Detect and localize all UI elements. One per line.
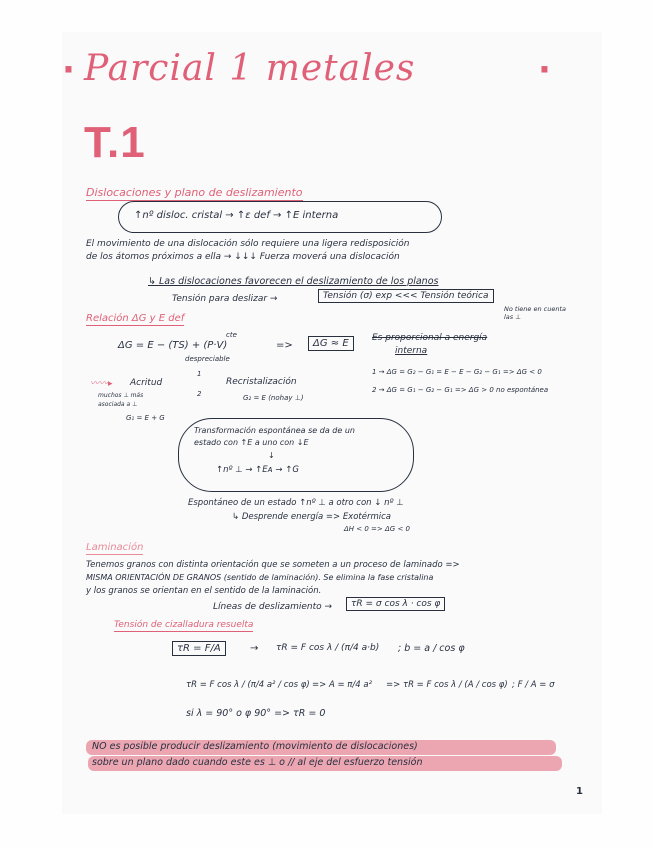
implies-arrow: => (276, 340, 293, 351)
conclusion-line-2: sobre un plano dado cuando este es ⊥ o // al eje del esfuerzo tensión (92, 757, 423, 768)
text-line: ↳ Las dislocaciones favorecen el deslizamiento de los planos (148, 276, 439, 287)
entalpia-line: ΔH < 0 => ΔG < 0 (344, 525, 410, 533)
title-dot-right: · (538, 50, 551, 90)
recristalizacion-label: Recristalización (226, 377, 297, 387)
acritud-label: Acritud (130, 378, 163, 388)
g2-label: G₂ = E (nohay ⊥) (243, 394, 304, 402)
equation-one: 1 → ΔG = G₂ − G₁ = E − E − G₂ − G₁ => ΔG < 0 (372, 368, 542, 376)
formula-zero: si λ = 90° o φ 90° => τR = 0 (186, 708, 326, 719)
lineas-box: τR = σ cos λ · cos φ (346, 597, 445, 611)
step-two: 2 (197, 390, 202, 398)
formula-area: => A = π/4 a² (312, 680, 372, 690)
cloud-text-1: Transformación espontánea se da de un (194, 426, 355, 435)
page-number: 1 (576, 786, 583, 797)
cloud-text-2: estado con ↑E a uno con ↓E (194, 438, 309, 447)
formula-b: ; b = a / cos φ (398, 643, 465, 654)
text-line: y los granos se orientan en el sentido de la laminación. (86, 586, 322, 596)
tension-box: Tensión (σ) exp <<< Tensión teórica (318, 289, 494, 303)
heading-dislocaciones: Dislocaciones y plano de deslizamiento (86, 186, 303, 199)
espontaneo-line: Espontáneo de un estado ↑nº ⊥ a otro con ↓ nº ⊥ (188, 498, 404, 508)
formula-sigma: ; F / A = σ (512, 680, 555, 690)
heading-laminacion: Laminación (86, 542, 144, 553)
tension-note: No tiene en cuenta las ⊥ (504, 305, 566, 321)
conclusion-line-1: NO es posible producir deslizamiento (movimiento de dislocaciones) (92, 741, 418, 752)
cloud-text-3: ↓ (268, 451, 275, 460)
note-interna: interna (395, 346, 428, 356)
heading-tension-cizalladura: Tensión de cizalladura resuelta (114, 620, 254, 630)
tension-label: Tensión para deslizar → (172, 294, 278, 304)
formula-box-tr: τR = F/A (172, 641, 226, 656)
page-title: Parcial 1 metales (84, 48, 416, 89)
cloud-text-4: ↑nº ⊥ → ↑Eᴀ → ↑G (216, 465, 299, 475)
acritud-wave: 〰〰▸ (90, 379, 113, 389)
formula-tr-2: τR = F cos λ / (π/4 a² / cos φ) (186, 680, 310, 690)
cloud-dislocaciones-text: ↑nº disloc. cristal → ↑ε def → ↑E interna (134, 210, 339, 221)
text-line: MISMA ORIENTACIÓN DE GRANOS (sentido de laminación). Se elimina la fase cristalina (86, 573, 434, 582)
box-dg-e: ΔG ≈ E (308, 336, 354, 351)
muchos-label: muchos ⊥ más (98, 392, 144, 399)
formula-dg: ΔG = E − (TS) + (P·V) (118, 340, 228, 351)
equation-two: 2 → ΔG = G₁ − G₂ − G₁ => ΔG > 0 no espontánea (372, 386, 549, 394)
step-one: 1 (197, 370, 202, 378)
formula-arrow: → (250, 643, 259, 654)
text-line: de los átomos próximos a ella → ↓↓↓ Fuerza moverá una dislocación (86, 252, 400, 262)
formula-tr-rhs: τR = F cos λ / (π/4 a·b) (276, 643, 380, 653)
g1-label: G₁ = E + G (126, 414, 165, 422)
title-dot-left: · (62, 50, 75, 90)
note-proporcional: Es proporcional a energía (372, 333, 488, 343)
asociada-label: asociada a ⊥ (98, 401, 138, 408)
text-line: Tenemos granos con distinta orientación que se someten a un proceso de laminado => (86, 560, 460, 570)
formula-tr-3: => τR = F cos λ / (A / cos φ) (386, 680, 508, 690)
cte-label: cte (226, 331, 237, 339)
lineas-label: Líneas de deslizamiento → (213, 602, 333, 612)
heading-relacion: Relación ΔG y E def (86, 313, 185, 324)
desprende-line: ↳ Desprende energía => Exotérmica (232, 512, 391, 522)
text-line: El movimiento de una dislocación sólo requiere una ligera redisposición (86, 239, 410, 249)
section-title: T.1 (84, 118, 146, 167)
despreciable-label: despreciable (185, 355, 230, 363)
